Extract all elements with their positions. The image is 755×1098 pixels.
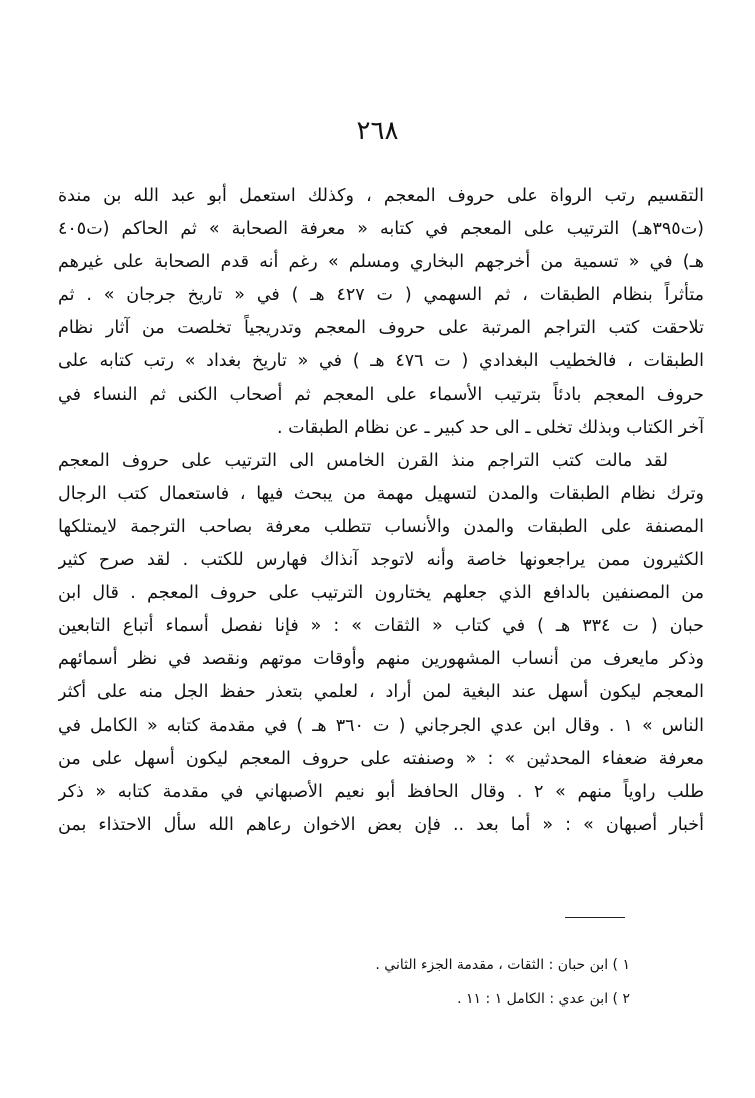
text-line: متأثراً بنظام الطبقات ، ثم السهمي ( ت ٤٢٧ هـ ) في « تاريخ جرجان » . ثم [58, 285, 704, 306]
paragraph-start-line: لقد مالت كتب التراجم منذ القرن الخامس الى الترتيب على حروف المعجم [58, 450, 668, 471]
text-line: وترك نظام الطبقات والمدن لتسهيل مهمة من يبحث فيها ، فاستعمال كتب الرجال [58, 483, 704, 504]
text-line: أخبار أصبهان » : « أما بعد .. فإن بعض الاخوان رعاهم الله سأل الاحتذاء بمن [58, 814, 704, 835]
text-line: الكثيرون ممن يراجعونها خاصة وأنه لاتوجد آنذاك فهارس للكتب . لقد صرح كثير [58, 550, 704, 571]
text-line: هـ) في « تسمية من أخرجهم البخاري ومسلم » رغم أنه قدم الصحابة على غيرهم [58, 252, 704, 273]
page-number: ٢٦٨ [356, 116, 399, 146]
paragraph-end-line: آخر الكتاب وبذلك تخلى ـ الى حد كبير ـ عن نظام الطبقات . [277, 417, 704, 438]
text-line: معرفة ضعفاء المحدثين » : « وصنفته على حروف المعجم ليكون أسهل على من [58, 748, 704, 769]
text-line: حبان ( ت ٣٣٤ هـ ) في كتاب « الثقات » : « فإنا نفصل أسماء أتباع التابعين [58, 616, 704, 637]
footnotes [200, 948, 630, 1016]
footnote-2: ٢ ) ابن عدي : الكامل ١ : ١١ . [457, 991, 630, 1007]
text-line: طلب راوياً منهم » ٢ . وقال الحافظ أبو نعيم الأصبهاني في مقدمة كتابه « ذكر [58, 781, 704, 802]
text-line: من المصنفين بالدافع الذي جعلهم يختارون الترتيب على حروف المعجم . قال ابن [58, 583, 704, 604]
body-text [58, 180, 704, 842]
footnote-divider [565, 917, 625, 918]
text-line: تلاحقت كتب التراجم المرتبة على حروف المعجم وتدريجياً تخلصت من آثار نظام [58, 318, 704, 339]
text-line: الناس » ١ . وقال ابن عدي الجرجاني ( ت ٣٦٠ هـ ) في مقدمة كتابه « الكامل في [58, 715, 704, 736]
text-line: حروف المعجم بادئاً بترتيب الأسماء على المعجم ثم أصحاب الكنى ثم النساء في [58, 384, 704, 405]
text-line: وذكر مايعرف من أنساب المشهورين منهم وأوقات موتهم ونقصد في نظر أسمائهم [58, 649, 704, 670]
text-line: (ت٣٩٥هـ) الترتيب على المعجم في كتابه « معرفة الصحابة » ثم الحاكم (ت٤٠٥ [58, 219, 704, 240]
text-line: المعجم ليكون أسهل عند البغية لمن أراد ، لعلمي بتعذر حفظ الجل منه على أكثر [58, 682, 704, 703]
footnote-1: ١ ) ابن حبان : الثقات ، مقدمة الجزء الثاني . [375, 957, 630, 973]
text-line: التقسيم رتب الرواة على حروف المعجم ، وكذلك استعمل أبو عبد الله بن مندة [58, 186, 704, 206]
text-line: المصنفة على الطبقات والمدن والأنساب تتطلب معرفة بصاحب الترجمة لايمتلكها [58, 516, 704, 537]
text-line: الطبقات ، فالخطيب البغدادي ( ت ٤٧٦ هـ ) في « تاريخ بغداد » رتب كتابه على [58, 351, 704, 372]
